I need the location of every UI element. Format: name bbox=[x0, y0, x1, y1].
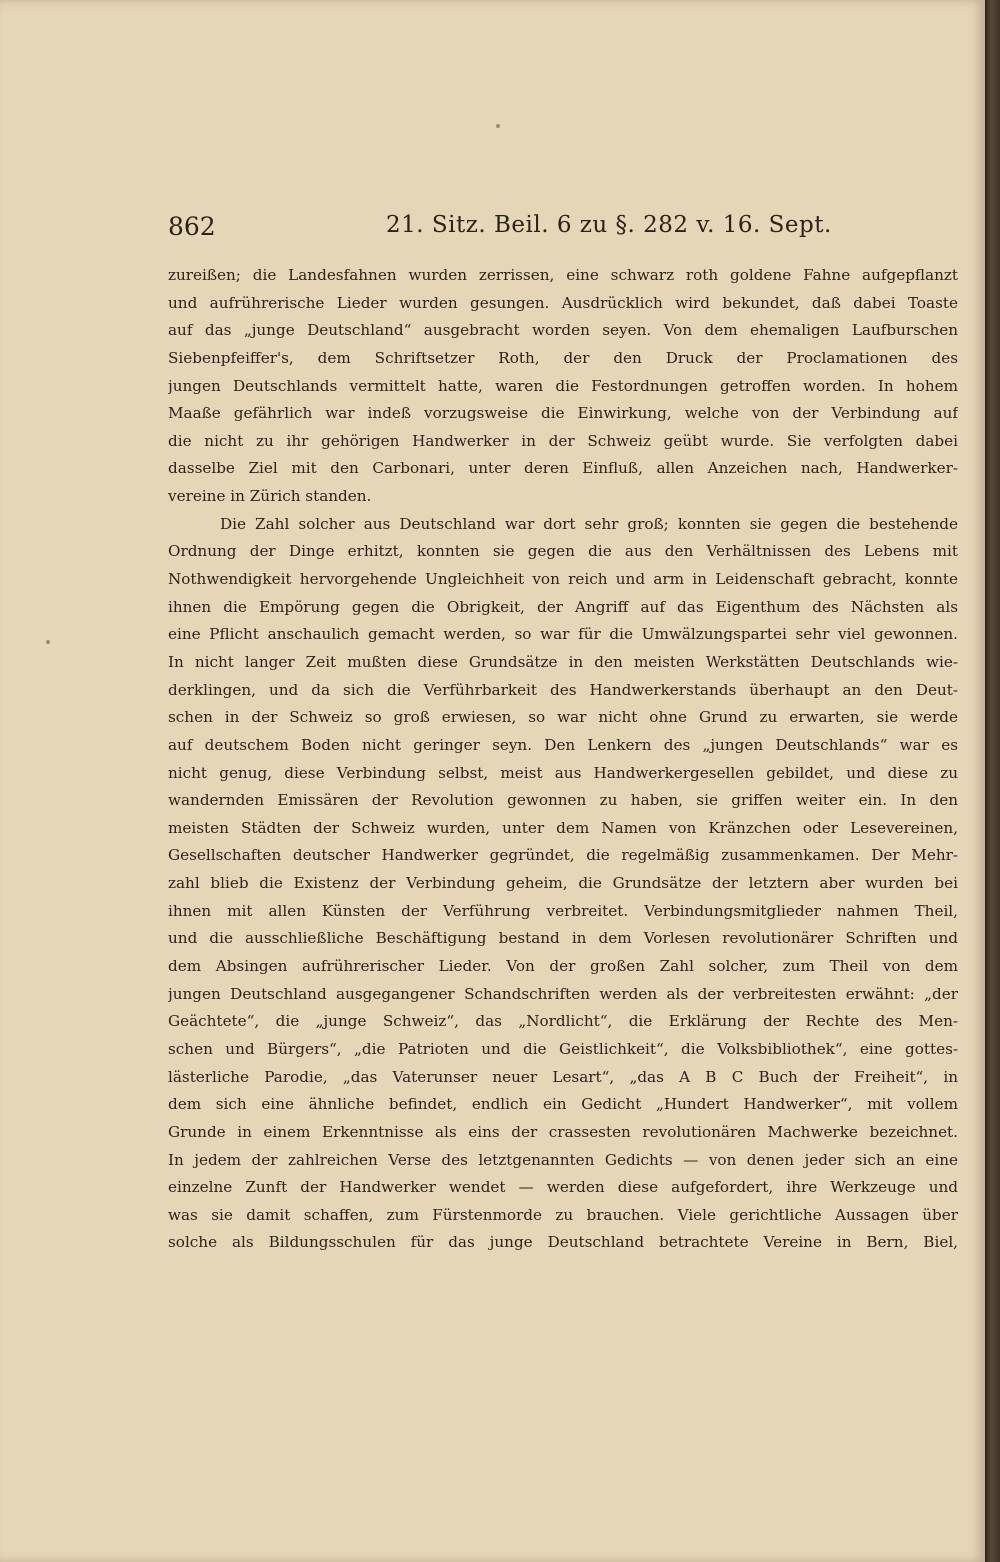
text-line: dasselbe Ziel mit den Carbonari, unter deren Einfluß, allen Anzeichen nach, Handwerker- bbox=[168, 459, 958, 478]
paper-speck bbox=[46, 640, 50, 644]
text-line: schen und Bürgers“, „die Patrioten und die Geistlichkeit“, die Volksbibliothek“, eine gottes- bbox=[168, 1039, 958, 1058]
running-head: 21. Sitz. Beil. 6 zu §. 282 v. 16. Sept. bbox=[386, 212, 832, 238]
text-line: meisten Städten der Schweiz wurden, unter dem Namen von Kränzchen oder Lesevereinen, bbox=[168, 818, 958, 837]
body-text bbox=[168, 262, 958, 1257]
text-line: solche als Bildungsschulen für das junge Deutschland betrachtete Vereine in Bern, Biel, bbox=[168, 1233, 958, 1252]
text-line: ihnen mit allen Künsten der Verführung verbreitet. Verbindungsmitglieder nahmen Theil, bbox=[168, 901, 958, 920]
paper-speck bbox=[496, 124, 500, 128]
text-line: jungen Deutschlands vermittelt hatte, waren die Festordnungen getroffen worden. In hohem bbox=[168, 376, 958, 395]
page-header bbox=[168, 212, 958, 248]
text-line: auf deutschem Boden nicht geringer seyn. Den Lenkern des „jungen Deutschlands“ war es bbox=[168, 735, 958, 754]
text-line: dem Absingen aufrührerischer Lieder. Von der großen Zahl solcher, zum Theil von dem bbox=[168, 957, 958, 976]
text-line: Nothwendigkeit hervorgehende Ungleichheit von reich und arm in Leidenschaft gebracht, konnte bbox=[168, 570, 958, 589]
text-line: Ordnung der Dinge erhitzt, konnten sie gegen die aus den Verhältnissen des Lebens mit bbox=[168, 542, 958, 561]
page-edge-shadow bbox=[985, 0, 1000, 1562]
text-line: Maaße gefährlich war indeß vorzugsweise die Einwirkung, welche von der Verbindung auf bbox=[168, 404, 958, 423]
text-line: vereine in Zürich standen. bbox=[168, 487, 372, 506]
text-line: zahl blieb die Existenz der Verbindung geheim, die Grundsätze der letztern aber wurden bei bbox=[168, 874, 958, 893]
page-number: 862 bbox=[168, 212, 216, 241]
text-line: was sie damit schaffen, zum Fürstenmorde zu brauchen. Viele gerichtliche Aussagen über bbox=[168, 1205, 958, 1224]
text-line: eine Pflicht anschaulich gemacht werden, so war für die Umwälzungspartei sehr viel gewonnen. bbox=[168, 625, 958, 644]
text-line: und die ausschließliche Beschäftigung bestand in dem Vorlesen revolutionärer Schriften und bbox=[168, 929, 958, 948]
text-line: Geächtete“, die „junge Schweiz“, das „Nordlicht“, die Erklärung der Rechte des Men- bbox=[168, 1012, 958, 1031]
text-line: einzelne Zunft der Handwerker wendet — werden diese aufgefordert, ihre Werkzeuge und bbox=[168, 1178, 958, 1197]
text-line: dem sich eine ähnliche befindet, endlich ein Gedicht „Hundert Handwerker“, mit vollem bbox=[168, 1095, 958, 1114]
text-line: jungen Deutschland ausgegangener Schandschriften werden als der verbreitesten erwähnt: „der bbox=[168, 984, 958, 1003]
text-line: auf das „junge Deutschland“ ausgebracht worden seyen. Von dem ehemaligen Laufburschen bbox=[168, 321, 958, 340]
text-line: Gesellschaften deutscher Handwerker gegründet, die regelmäßig zusammenkamen. Der Mehr- bbox=[168, 846, 958, 865]
text-line: schen in der Schweiz so groß erwiesen, so war nicht ohne Grund zu erwarten, sie werde bbox=[168, 708, 958, 727]
text-line: und aufrührerische Lieder wurden gesungen. Ausdrücklich wird bekundet, daß dabei Toaste bbox=[168, 293, 958, 312]
text-line: wandernden Emissären der Revolution gewonnen zu haben, sie griffen weiter ein. In den bbox=[168, 791, 958, 810]
text-line: derklingen, und da sich die Verführbarkeit des Handwerkerstands überhaupt an den Deut- bbox=[168, 680, 958, 699]
text-line: lästerliche Parodie, „das Vaterunser neuer Lesart“, „das A B C Buch der Freiheit“, in bbox=[168, 1067, 958, 1086]
text-line: Grunde in einem Erkenntnisse als eins der crassesten revolutionären Machwerke bezeichnet. bbox=[168, 1122, 958, 1141]
text-line: die nicht zu ihr gehörigen Handwerker in der Schweiz geübt wurde. Sie verfolgten dabei bbox=[168, 431, 958, 450]
text-line: zureißen; die Landesfahnen wurden zerrissen, eine schwarz roth goldene Fahne aufgepflanzt bbox=[168, 266, 958, 284]
paragraph-start-line: Die Zahl solcher aus Deutschland war dort sehr groß; konnten sie gegen die bestehende bbox=[220, 514, 958, 533]
text-line: Siebenpfeiffer's, dem Schriftsetzer Roth, der den Druck der Proclamationen des bbox=[168, 348, 958, 367]
text-line: In jedem der zahlreichen Verse des letztgenannten Gedichts — von denen jeder sich an eine bbox=[168, 1150, 958, 1169]
text-line: nicht genug, diese Verbindung selbst, meist aus Handwerkergesellen gebildet, und diese zu bbox=[168, 763, 958, 782]
text-line: ihnen die Empörung gegen die Obrigkeit, der Angriff auf das Eigenthum des Nächsten als bbox=[168, 597, 958, 616]
text-line: In nicht langer Zeit mußten diese Grundsätze in den meisten Werkstätten Deutschlands wie- bbox=[168, 652, 958, 671]
